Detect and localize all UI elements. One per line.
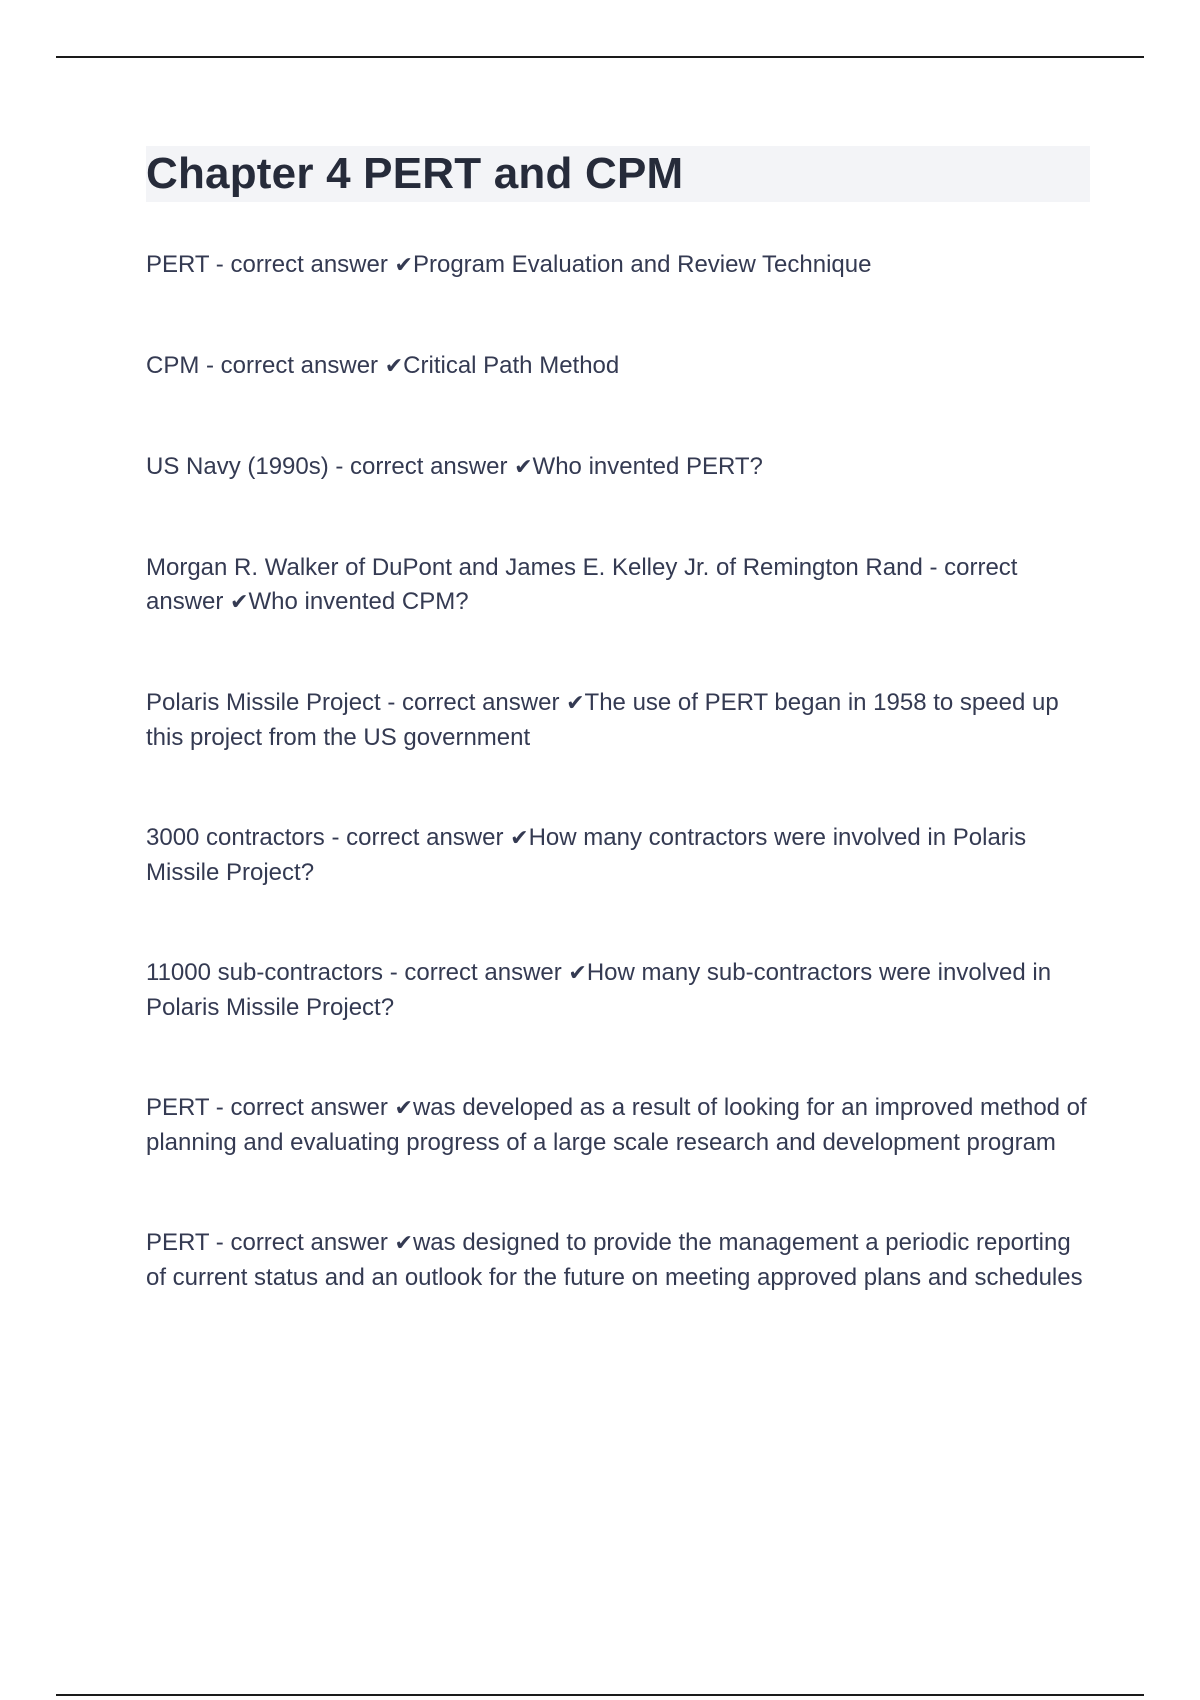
qa-term: Polaris Missile Project - correct answer bbox=[146, 689, 567, 716]
bottom-rule bbox=[56, 1694, 1144, 1696]
qa-item bbox=[146, 956, 1090, 1025]
check-icon: ✔ bbox=[510, 826, 529, 851]
document-body bbox=[146, 146, 1090, 1295]
qa-list bbox=[146, 248, 1090, 1295]
qa-item bbox=[146, 551, 1090, 620]
qa-answer: How many sub-contractors were involved in Polaris Missile Project? bbox=[146, 959, 1052, 1021]
check-icon: ✔ bbox=[394, 253, 413, 278]
check-icon: ✔ bbox=[394, 1096, 413, 1121]
qa-term: PERT - correct answer bbox=[146, 1229, 395, 1256]
check-icon: ✔ bbox=[384, 354, 404, 379]
qa-item bbox=[146, 1091, 1090, 1160]
qa-answer: was designed to provide the management a periodic reporting of current status and an outlook for the future on meeting approved plans and schedules bbox=[146, 1229, 1083, 1291]
qa-term: PERT - correct answer bbox=[146, 1094, 395, 1121]
qa-item bbox=[146, 349, 1090, 384]
check-icon: ✔ bbox=[514, 455, 533, 480]
check-icon: ✔ bbox=[566, 691, 585, 716]
qa-item bbox=[146, 248, 1090, 283]
check-icon: ✔ bbox=[568, 961, 587, 986]
document-title: Chapter 4 PERT and CPM bbox=[146, 149, 684, 198]
qa-answer: was developed as a result of looking for an improved method of planning and evaluating progress of a large scale research and development program bbox=[146, 1094, 1087, 1156]
qa-answer: How many contractors were involved in Polaris Missile Project? bbox=[146, 824, 1027, 886]
title-banner bbox=[146, 146, 1090, 202]
top-rule bbox=[56, 56, 1144, 58]
qa-item bbox=[146, 450, 1090, 485]
qa-term: PERT - correct answer bbox=[146, 251, 395, 278]
qa-item bbox=[146, 821, 1090, 890]
qa-answer: Critical Path Method bbox=[403, 352, 620, 379]
check-icon: ✔ bbox=[394, 1231, 413, 1256]
qa-term: US Navy (1990s) - correct answer bbox=[146, 453, 515, 480]
qa-item bbox=[146, 686, 1090, 755]
qa-item bbox=[146, 1226, 1090, 1295]
qa-answer: Who invented CPM? bbox=[248, 588, 469, 615]
qa-answer: The use of PERT began in 1958 to speed up this project from the US government bbox=[146, 689, 1059, 751]
check-icon: ✔ bbox=[230, 590, 249, 615]
qa-answer: Program Evaluation and Review Technique bbox=[412, 251, 872, 278]
qa-term: CPM - correct answer bbox=[146, 352, 385, 379]
qa-term: 11000 sub-contractors - correct answer bbox=[146, 959, 569, 986]
qa-term: Morgan R. Walker of DuPont and James E. Kelley Jr. of Remington Rand - correct answer bbox=[146, 554, 1018, 615]
qa-term: 3000 contractors - correct answer bbox=[146, 824, 511, 851]
qa-answer: Who invented PERT? bbox=[532, 453, 763, 480]
